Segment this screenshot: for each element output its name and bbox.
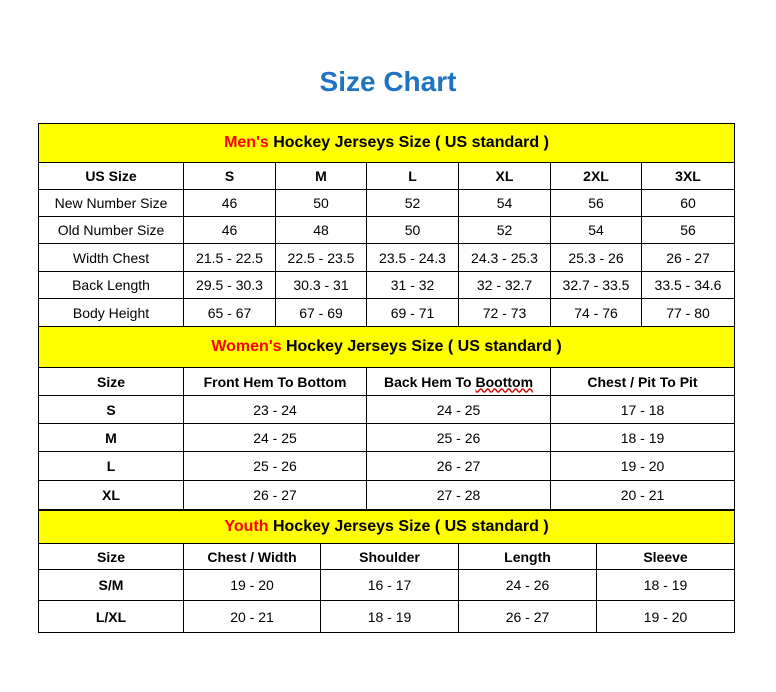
column-header: 3XL (642, 163, 735, 190)
column-header: Chest / Width (184, 544, 321, 570)
table-row (39, 190, 735, 217)
table-cell: 19 - 20 (597, 601, 735, 633)
table-row (39, 601, 735, 633)
column-header: Chest / Pit To Pit (551, 368, 735, 396)
mens-section-header (39, 124, 735, 163)
row-label: M (39, 424, 184, 452)
table-cell: 25.3 - 26 (551, 244, 642, 272)
column-header: US Size (39, 163, 184, 190)
column-header: Size (39, 368, 184, 396)
table-cell: 32.7 - 33.5 (551, 272, 642, 299)
table-cell: 33.5 - 34.6 (642, 272, 735, 299)
table-cell: 26 - 27 (459, 601, 597, 633)
table-cell: 25 - 26 (367, 424, 551, 452)
table-cell: 23.5 - 24.3 (367, 244, 459, 272)
table-cell: 67 - 69 (276, 299, 367, 327)
table-cell: 52 (367, 190, 459, 217)
table-cell: 56 (551, 190, 642, 217)
womens-section-header (39, 327, 735, 368)
section-title: Hockey Jerseys Size ( US standard ) (281, 338, 562, 355)
table-cell: 26 - 27 (184, 481, 367, 510)
table-cell: 24.3 - 25.3 (459, 244, 551, 272)
table-cell: 65 - 67 (184, 299, 276, 327)
table-cell: 74 - 76 (551, 299, 642, 327)
mens-size-table (38, 123, 734, 327)
column-header: Size (39, 544, 184, 570)
row-label: L/XL (39, 601, 184, 633)
table-cell: 46 (184, 217, 276, 244)
table-cell: 31 - 32 (367, 272, 459, 299)
table-cell: 29.5 - 30.3 (184, 272, 276, 299)
row-label: L (39, 452, 184, 481)
table-cell: 26 - 27 (367, 452, 551, 481)
section-title: Hockey Jerseys Size ( US standard ) (268, 518, 549, 535)
page-title: Size Chart (319, 66, 457, 97)
table-cell: 30.3 - 31 (276, 272, 367, 299)
youth-label: Youth (224, 518, 269, 535)
table-row (39, 452, 735, 481)
table-cell: 19 - 20 (551, 452, 735, 481)
table-cell: 72 - 73 (459, 299, 551, 327)
table-row (39, 244, 735, 272)
table-cell: 26 - 27 (642, 244, 735, 272)
table-cell: 56 (642, 217, 735, 244)
column-header: Shoulder (321, 544, 459, 570)
youth-section-header (39, 511, 735, 544)
column-header: Front Hem To Bottom (184, 368, 367, 396)
table-row (39, 396, 735, 424)
table-cell: 20 - 21 (184, 601, 321, 633)
column-header: 2XL (551, 163, 642, 190)
section-title: Hockey Jerseys Size ( US standard ) (268, 134, 549, 151)
table-cell: 22.5 - 23.5 (276, 244, 367, 272)
row-label: Body Height (39, 299, 184, 327)
row-label: Old Number Size (39, 217, 184, 244)
table-cell: 25 - 26 (184, 452, 367, 481)
row-label: S/M (39, 570, 184, 601)
table-cell: 24 - 26 (459, 570, 597, 601)
column-header-text: Back Hem To (383, 373, 476, 390)
misspelled-word: Boottom (475, 373, 534, 390)
column-header: S (184, 163, 276, 190)
table-cell: 23 - 24 (184, 396, 367, 424)
mens-header-row (39, 163, 735, 190)
table-cell: 50 (367, 217, 459, 244)
column-header: L (367, 163, 459, 190)
table-cell: 18 - 19 (321, 601, 459, 633)
column-header: Sleeve (597, 544, 735, 570)
column-header (367, 368, 551, 396)
table-row (39, 299, 735, 327)
womens-header-row (39, 368, 735, 396)
table-cell: 77 - 80 (642, 299, 735, 327)
table-cell: 21.5 - 22.5 (184, 244, 276, 272)
row-label: XL (39, 481, 184, 510)
row-label: Back Length (39, 272, 184, 299)
table-row (39, 272, 735, 299)
table-cell: 20 - 21 (551, 481, 735, 510)
row-label: S (39, 396, 184, 424)
table-cell: 46 (184, 190, 276, 217)
table-cell: 54 (551, 217, 642, 244)
youth-header-row (39, 544, 735, 570)
column-header: M (276, 163, 367, 190)
table-cell: 18 - 19 (597, 570, 735, 601)
table-row (39, 217, 735, 244)
table-cell: 27 - 28 (367, 481, 551, 510)
column-header: Length (459, 544, 597, 570)
table-cell: 24 - 25 (367, 396, 551, 424)
youth-size-table (38, 510, 734, 633)
table-cell: 48 (276, 217, 367, 244)
table-cell: 16 - 17 (321, 570, 459, 601)
table-cell: 52 (459, 217, 551, 244)
row-label: Width Chest (39, 244, 184, 272)
table-cell: 24 - 25 (184, 424, 367, 452)
table-cell: 18 - 19 (551, 424, 735, 452)
table-cell: 69 - 71 (367, 299, 459, 327)
table-cell: 17 - 18 (551, 396, 735, 424)
table-cell: 54 (459, 190, 551, 217)
table-cell: 19 - 20 (184, 570, 321, 601)
column-header: XL (459, 163, 551, 190)
table-cell: 60 (642, 190, 735, 217)
table-row (39, 424, 735, 452)
table-cell: 32 - 32.7 (459, 272, 551, 299)
mens-label: Men's (224, 134, 269, 151)
table-row (39, 570, 735, 601)
row-label: New Number Size (39, 190, 184, 217)
table-cell: 50 (276, 190, 367, 217)
table-row (39, 481, 735, 510)
womens-size-table (38, 326, 734, 510)
womens-label: Women's (211, 338, 282, 355)
